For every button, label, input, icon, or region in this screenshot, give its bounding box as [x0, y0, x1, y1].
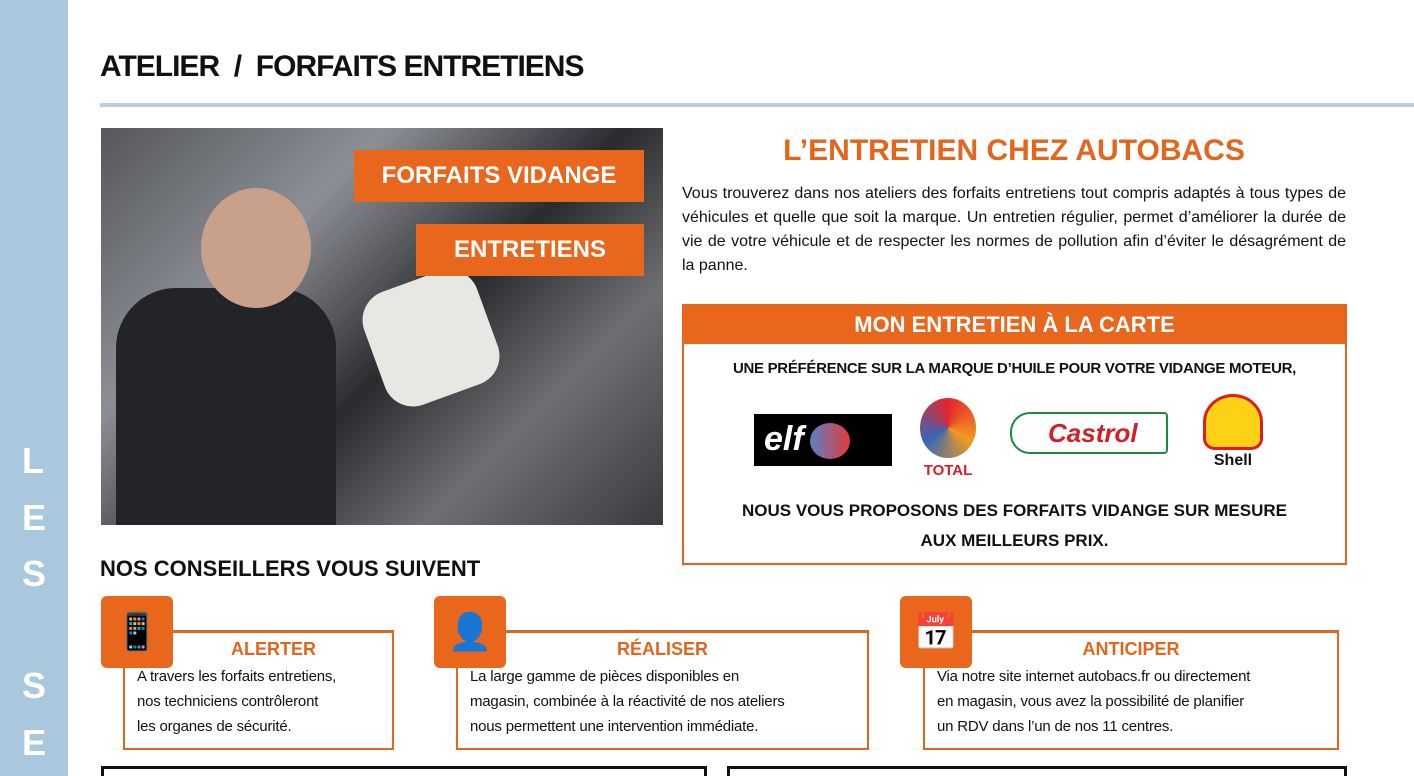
bottom-box-left	[101, 766, 707, 776]
shell-logo: Shell	[1196, 394, 1270, 470]
tag-forfaits-vidange: FORFAITS VIDANGE	[354, 150, 644, 202]
carte-title: MON ENTRETIEN À LA CARTE	[684, 306, 1345, 344]
castrol-logo: Castrol	[1010, 412, 1168, 454]
side-letter: S	[22, 553, 47, 594]
phone-chat-icon: 📱	[101, 596, 173, 668]
card-anticiper: ANTICIPER Via notre site internet autobacs.fr ou directement en magasin, vous avez la possibilité de planifier un RDV dans l’un de nos 11 centres.	[923, 630, 1339, 750]
advisors-heading: NOS CONSEILLERS VOUS SUIVENT	[100, 556, 481, 581]
calendar-icon: 📅	[900, 596, 972, 668]
side-letter: E	[22, 722, 47, 763]
side-band	[0, 0, 68, 776]
page-title: ATELIER / FORFAITS ENTRETIENS	[100, 50, 584, 83]
section-heading: L’ENTRETIEN CHEZ AUTOBACS	[783, 134, 1245, 167]
intro-text: Vous trouverez dans nos ateliers des forfaits entretiens tout compris adaptés à tous types de véhicules et quelle que soit la marque. Un entretien régulier, permet d’améliorer la durée de vie de votre véhicule et de respecter les normes de pollution afin d’éviter le désagrément de la panne.	[682, 185, 1346, 274]
user-icon: 👤	[434, 596, 506, 668]
total-logo: TOTAL	[912, 398, 984, 479]
bottom-box-right	[727, 766, 1347, 776]
elf-logo: elf	[754, 414, 892, 466]
card-realiser: RÉALISER La large gamme de pièces disponibles en magasin, combinée à la réactivité de nos ateliers nous permettent une intervention immédiate.	[456, 630, 869, 750]
tag-entretiens: ENTRETIENS	[416, 224, 644, 276]
side-letter: S	[22, 665, 47, 706]
carte-box	[682, 304, 1347, 565]
title-rule	[100, 103, 1414, 107]
side-letter: E	[22, 497, 47, 538]
carte-line2: NOUS VOUS PROPOSONS DES FORFAITS VIDANGE SUR MESURE AUX MEILLEURS PRIX.	[741, 501, 1288, 550]
card-alerter: ALERTER A travers les forfaits entretiens, nos techniciens contrôleront les organes de sécurité.	[123, 630, 394, 750]
side-letter: L	[22, 440, 44, 481]
carte-line1: UNE PRÉFÉRENCE SUR LA MARQUE D’HUILE POUR VOTRE VIDANGE MOTEUR,	[732, 360, 1297, 377]
